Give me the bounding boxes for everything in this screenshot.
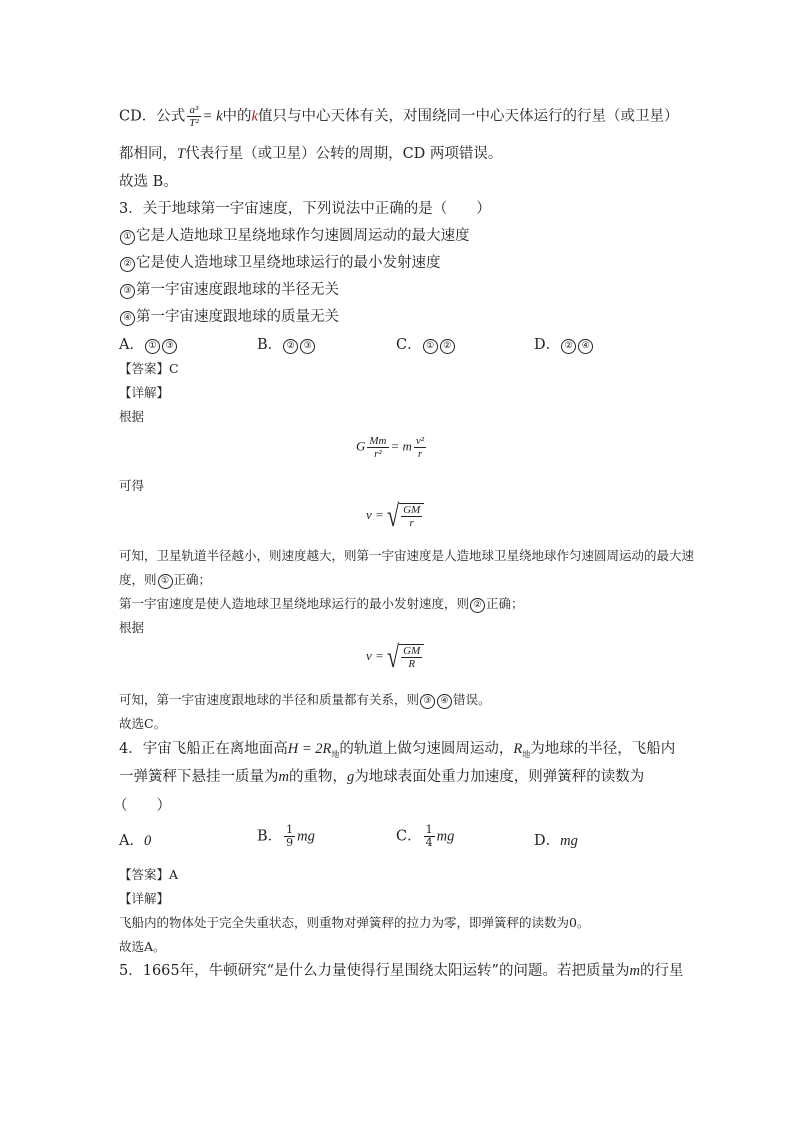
q3-basis-2: 根据 — [119, 620, 145, 635]
q4-option-b: B． $\frac{1}{9}$ mg — [257, 823, 315, 849]
q4-answer: 【答案】A — [119, 867, 179, 882]
q2-conclusion: 故选 B。 — [119, 174, 178, 190]
q4-option-a: A．0 — [119, 833, 152, 849]
q3-statement-1: ① 它是人造地球卫星绕地球作匀速圆周运动的最大速度 — [119, 225, 470, 247]
q3-option-a: A． ① ③ — [119, 334, 178, 356]
q3-statement-4: ④ 第一宇宙速度跟地球的质量无关 — [119, 306, 339, 328]
q4-option-c: C． $\frac{1}{4}$ mg — [396, 823, 455, 849]
q3-option-d: D． ② ④ — [534, 334, 594, 356]
q4-detail-label: 【详解】 — [119, 891, 170, 906]
q3-basis-1: 根据 — [119, 409, 145, 424]
q4-stem-line1: 4．宇宙飞船正在离地面高$H = 2R_地$的轨道上做匀速圆周运动，$R_地$为地球的半径，飞船内 — [119, 741, 676, 759]
q4-conclusion: 故选A。 — [119, 939, 166, 954]
sqrt-symbol: √ — [387, 497, 400, 533]
q3-answer: 【答案】C — [119, 361, 179, 376]
q2-cd-line2: 都相同，T代表行星（或卫星）公转的周期，CD 两项错误。 — [119, 146, 503, 162]
q3-equation-gravity: G $\frac{Mm}{\text{r²}}$ = m $\frac{\text{v²}}{r}$ — [356, 435, 425, 460]
q4-stem-line2: 一弹簧秤下悬挂一质量为m的重物，g为地球表面处重力加速度，则弹簧秤的读数为 — [119, 769, 645, 785]
q3-option-c: C． ① ② — [396, 334, 456, 356]
q3-explanation-1a: 可知，卫星轨道半径越小，则速度越大，则第一宇宙速度是人造地球卫星绕地球作匀速圆周运动的最大速 — [119, 548, 695, 563]
q3-equation-velocity-R: v = √ $\frac{GM}{R}$ — [366, 644, 424, 670]
q3-obtain: 可得 — [119, 478, 145, 493]
q4-option-d: D．mg — [534, 833, 578, 849]
kepler-formula-fraction: $\frac{\text{a³}}{\text{T²}}$ — [189, 104, 199, 129]
q4-explanation: 飞船内的物体处于完全失重状态，则重物对弹簧秤的拉力为零，即弹簧秤的读数为0。 — [119, 915, 590, 930]
q3-stem: 3．关于地球第一宇宙速度，下列说法中正确的是（ ） — [119, 201, 491, 217]
q5-stem-line1: 5．1665年，牛顿研究“是什么力量使得行星围绕太阳运转”的问题。若把质量为m的行星 — [119, 963, 684, 979]
q3-explanation-3: 可知，第一宇宙速度跟地球的半径和质量都有关系，则 ③ ④ 错误。 — [119, 692, 491, 707]
sqrt-symbol: √ — [387, 638, 400, 674]
q3-detail-label: 【详解】 — [119, 385, 170, 400]
q2-cd-line1: CD．公式 $\frac{\text{a³}}{\text{T²}}$ = k中的k值只与中心天体有关，对围绕同一中心天体运行的行星（或卫星） — [119, 104, 679, 129]
q3-explanation-2: 第一宇宙速度是使人造地球卫星绕地球运行的最小发射速度，则 ② 正确； — [119, 596, 524, 611]
q3-option-b: B． ② ③ — [257, 334, 316, 356]
q3-explanation-1b: 度，则 ① 正确； — [119, 572, 212, 587]
q3-statement-3: ③ 第一宇宙速度跟地球的半径无关 — [119, 279, 339, 301]
q3-equation-velocity-r: v = √ $\frac{GM}{r}$ — [366, 503, 424, 529]
q3-statement-2: ② 它是使人造地球卫星绕地球运行的最小发射速度 — [119, 252, 441, 274]
q3-conclusion: 故选C。 — [119, 716, 167, 731]
q4-stem-line3: （ ） — [113, 798, 171, 814]
